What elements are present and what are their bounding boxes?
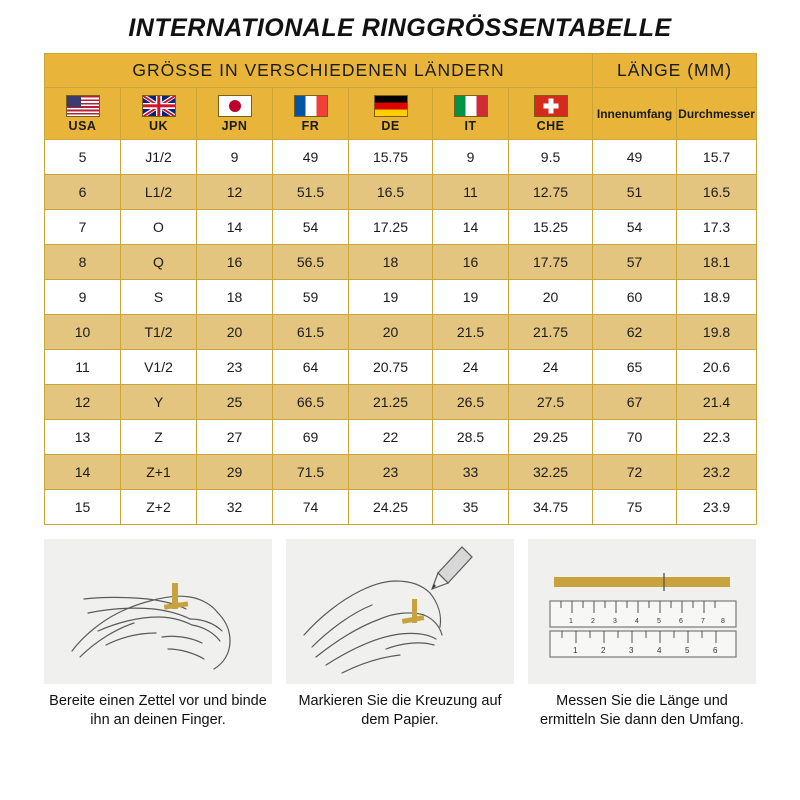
cell-durchmesser: 22.3 — [677, 420, 757, 455]
ruler-measuring-strip-icon — [528, 539, 756, 684]
column-header-de — [349, 88, 433, 140]
table-row — [45, 350, 757, 385]
cell-durchmesser: 15.7 — [677, 140, 757, 175]
cell-uk: V1/2 — [121, 350, 197, 385]
cell-durchmesser: 18.1 — [677, 245, 757, 280]
svg-text:1: 1 — [573, 646, 578, 655]
svg-text:3: 3 — [613, 618, 617, 625]
cell-che: 12.75 — [509, 175, 593, 210]
cell-durchmesser: 23.2 — [677, 455, 757, 490]
cell-uk: T1/2 — [121, 315, 197, 350]
cell-durchmesser: 20.6 — [677, 350, 757, 385]
hand-with-pen-marking-icon — [286, 539, 514, 684]
cell-jpn: 12 — [197, 175, 273, 210]
cell-fr: 59 — [273, 280, 349, 315]
table-group-header-row — [45, 54, 757, 88]
step-3-caption: Messen Sie die Länge und ermitteln Sie dann den Umfang. — [540, 693, 744, 728]
cell-uk: J1/2 — [121, 140, 197, 175]
cell-innenumfang: 49 — [593, 140, 677, 175]
cell-innenumfang: 60 — [593, 280, 677, 315]
cell-usa: 10 — [45, 315, 121, 350]
step-1 — [44, 539, 272, 730]
cell-it: 19 — [433, 280, 509, 315]
cell-de: 22 — [349, 420, 433, 455]
column-header-jpn — [197, 88, 273, 140]
country-code-jpn: JPN — [221, 118, 248, 133]
svg-text:4: 4 — [657, 646, 662, 655]
svg-text:3: 3 — [629, 646, 634, 655]
cell-uk: L1/2 — [121, 175, 197, 210]
cell-fr: 64 — [273, 350, 349, 385]
country-code-che: CHE — [536, 118, 565, 133]
svg-text:5: 5 — [657, 618, 661, 625]
cell-usa: 9 — [45, 280, 121, 315]
cell-usa: 13 — [45, 420, 121, 455]
cell-jpn: 14 — [197, 210, 273, 245]
cell-jpn: 20 — [197, 315, 273, 350]
cell-uk: O — [121, 210, 197, 245]
cell-innenumfang: 62 — [593, 315, 677, 350]
table-row — [45, 175, 757, 210]
cell-jpn: 29 — [197, 455, 273, 490]
flag-usa-icon — [66, 95, 100, 117]
header-length: LÄNGE (MM) — [593, 54, 757, 88]
cell-durchmesser: 17.3 — [677, 210, 757, 245]
cell-fr: 54 — [273, 210, 349, 245]
cell-fr: 71.5 — [273, 455, 349, 490]
cell-de: 16.5 — [349, 175, 433, 210]
cell-de: 19 — [349, 280, 433, 315]
cell-de: 20 — [349, 315, 433, 350]
column-header-usa — [45, 88, 121, 140]
cell-fr: 61.5 — [273, 315, 349, 350]
table-row — [45, 245, 757, 280]
cell-jpn: 32 — [197, 490, 273, 525]
cell-che: 29.25 — [509, 420, 593, 455]
cell-it: 16 — [433, 245, 509, 280]
cell-de: 18 — [349, 245, 433, 280]
svg-text:4: 4 — [635, 618, 639, 625]
cell-innenumfang: 72 — [593, 455, 677, 490]
cell-che: 15.25 — [509, 210, 593, 245]
column-header-durchmesser: Durchmesser — [677, 88, 757, 140]
table-row — [45, 210, 757, 245]
cell-it: 21.5 — [433, 315, 509, 350]
hand-with-paper-strip-icon — [44, 539, 272, 684]
cell-de: 17.25 — [349, 210, 433, 245]
column-header-innenumfang: Innenumfang — [593, 88, 677, 140]
cell-uk: Z — [121, 420, 197, 455]
cell-jpn: 18 — [197, 280, 273, 315]
cell-jpn: 9 — [197, 140, 273, 175]
cell-innenumfang: 65 — [593, 350, 677, 385]
flag-switzerland-icon — [534, 95, 568, 117]
cell-uk: Z+1 — [121, 455, 197, 490]
cell-it: 33 — [433, 455, 509, 490]
ring-size-table — [44, 53, 757, 525]
cell-innenumfang: 70 — [593, 420, 677, 455]
cell-usa: 6 — [45, 175, 121, 210]
ring-size-table-container — [0, 53, 800, 525]
cell-usa: 11 — [45, 350, 121, 385]
cell-usa: 12 — [45, 385, 121, 420]
measuring-steps — [0, 525, 800, 730]
cell-che: 32.25 — [509, 455, 593, 490]
cell-fr: 51.5 — [273, 175, 349, 210]
cell-innenumfang: 51 — [593, 175, 677, 210]
svg-text:7: 7 — [701, 618, 705, 625]
cell-uk: Y — [121, 385, 197, 420]
cell-jpn: 16 — [197, 245, 273, 280]
svg-text:6: 6 — [679, 618, 683, 625]
cell-durchmesser: 18.9 — [677, 280, 757, 315]
step-2-caption: Markieren Sie die Kreuzung auf dem Papier. — [298, 693, 502, 728]
cell-fr: 56.5 — [273, 245, 349, 280]
cell-durchmesser: 23.9 — [677, 490, 757, 525]
column-header-it — [433, 88, 509, 140]
cell-de: 21.25 — [349, 385, 433, 420]
cell-de: 23 — [349, 455, 433, 490]
table-row — [45, 140, 757, 175]
cell-innenumfang: 67 — [593, 385, 677, 420]
svg-text:1: 1 — [569, 618, 573, 625]
country-code-uk: UK — [148, 118, 169, 133]
cell-uk: Z+2 — [121, 490, 197, 525]
page-title: INTERNATIONALE RINGGRÖSSENTABELLE — [128, 14, 672, 42]
table-country-header-row — [45, 88, 757, 140]
cell-it: 26.5 — [433, 385, 509, 420]
country-code-de: DE — [381, 118, 400, 133]
cell-jpn: 23 — [197, 350, 273, 385]
cell-fr: 49 — [273, 140, 349, 175]
cell-uk: Q — [121, 245, 197, 280]
table-row — [45, 420, 757, 455]
flag-uk-icon — [142, 95, 176, 117]
cell-it: 11 — [433, 175, 509, 210]
cell-usa: 8 — [45, 245, 121, 280]
flag-italy-icon — [454, 95, 488, 117]
cell-usa: 7 — [45, 210, 121, 245]
step-1-caption: Bereite einen Zettel vor und binde ihn an deinen Finger. — [49, 693, 267, 728]
step-2 — [286, 539, 514, 730]
svg-text:2: 2 — [601, 646, 606, 655]
cell-usa: 5 — [45, 140, 121, 175]
cell-che: 34.75 — [509, 490, 593, 525]
cell-durchmesser: 16.5 — [677, 175, 757, 210]
cell-che: 20 — [509, 280, 593, 315]
table-row — [45, 385, 757, 420]
table-row — [45, 455, 757, 490]
cell-che: 9.5 — [509, 140, 593, 175]
cell-jpn: 27 — [197, 420, 273, 455]
column-header-che — [509, 88, 593, 140]
cell-che: 21.75 — [509, 315, 593, 350]
svg-text:2: 2 — [591, 618, 595, 625]
cell-uk: S — [121, 280, 197, 315]
country-code-it: IT — [464, 118, 477, 133]
cell-che: 17.75 — [509, 245, 593, 280]
cell-fr: 69 — [273, 420, 349, 455]
column-header-uk — [121, 88, 197, 140]
cell-innenumfang: 54 — [593, 210, 677, 245]
cell-che: 27.5 — [509, 385, 593, 420]
cell-durchmesser: 21.4 — [677, 385, 757, 420]
cell-it: 35 — [433, 490, 509, 525]
table-row — [45, 490, 757, 525]
cell-it: 24 — [433, 350, 509, 385]
country-code-usa: USA — [68, 118, 97, 133]
svg-text:6: 6 — [713, 646, 718, 655]
flag-germany-icon — [374, 95, 408, 117]
cell-innenumfang: 57 — [593, 245, 677, 280]
column-header-fr — [273, 88, 349, 140]
cell-it: 14 — [433, 210, 509, 245]
table-row — [45, 280, 757, 315]
cell-fr: 74 — [273, 490, 349, 525]
country-code-fr: FR — [301, 118, 320, 133]
cell-it: 28.5 — [433, 420, 509, 455]
cell-durchmesser: 19.8 — [677, 315, 757, 350]
cell-usa: 15 — [45, 490, 121, 525]
cell-che: 24 — [509, 350, 593, 385]
cell-jpn: 25 — [197, 385, 273, 420]
cell-de: 24.25 — [349, 490, 433, 525]
table-row — [45, 315, 757, 350]
flag-france-icon — [294, 95, 328, 117]
cell-usa: 14 — [45, 455, 121, 490]
svg-text:5: 5 — [685, 646, 690, 655]
cell-de: 15.75 — [349, 140, 433, 175]
cell-de: 20.75 — [349, 350, 433, 385]
cell-innenumfang: 75 — [593, 490, 677, 525]
svg-text:8: 8 — [721, 618, 725, 625]
flag-japan-icon — [218, 95, 252, 117]
cell-it: 9 — [433, 140, 509, 175]
step-3 — [528, 539, 756, 730]
header-countries: GRÖSSE IN VERSCHIEDENEN LÄNDERN — [45, 54, 593, 88]
cell-fr: 66.5 — [273, 385, 349, 420]
